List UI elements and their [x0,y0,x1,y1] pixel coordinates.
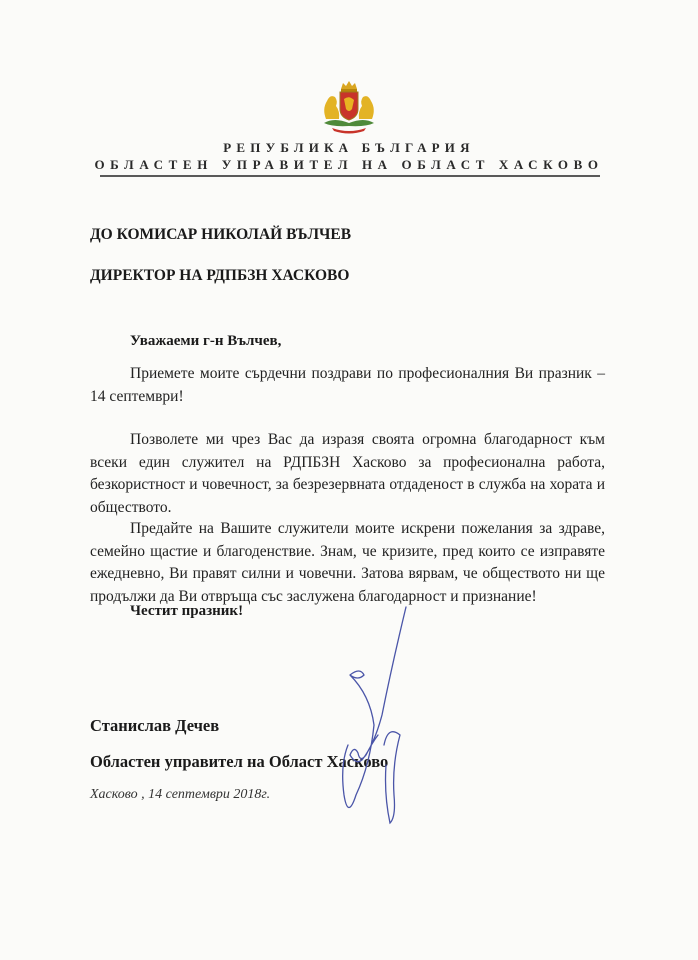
recipient-line-2: ДИРЕКТОР НА РДПБЗН ХАСКОВО [90,267,350,284]
salutation: Уважаеми г-н Вълчев, [130,333,282,349]
recipient-line-1: ДО КОМИСАР НИКОЛАЙ ВЪЛЧЕВ [90,226,352,243]
letterhead-country: РЕПУБЛИКА БЪЛГАРИЯ [223,140,475,155]
signatory-title: Областен управител на Област Хасково [90,752,389,771]
paragraph-3: Предайте на Вашите служители моите искрени пожелания за здраве, семейно щастие и благоденствие. Знам, че кризите, пред които се изправяте ежедневно, Ви правят силни и човечни. Затова вярвам, че обществото ни ще продължи да Ви отвръща със заслужена благодарност и признание! [90,520,605,605]
paragraph-2: Позволете ми чрез Вас да изразя своята огромна благодарност към всеки един служител на РДПБЗН Хасково за професионална работа, безкористност и човечност, за безрезервната отдаденост в служба на хората и обществото. [90,431,605,516]
signatory-name: Станислав Дечев [90,716,220,735]
coat-of-arms-icon [314,79,384,135]
handwritten-signature-icon [330,595,420,835]
letterhead-office: ОБЛАСТЕН УПРАВИТЕЛ НА ОБЛАСТ ХАСКОВО [94,157,604,172]
place-and-date: Хасково , 14 септември 2018г. [90,787,271,802]
paragraph-1: Приемете моите сърдечни поздрави по професионалния Ви празник – 14 септември! [90,365,605,405]
closing-greeting: Честит празник! [130,603,244,619]
letterhead-divider [100,175,600,177]
